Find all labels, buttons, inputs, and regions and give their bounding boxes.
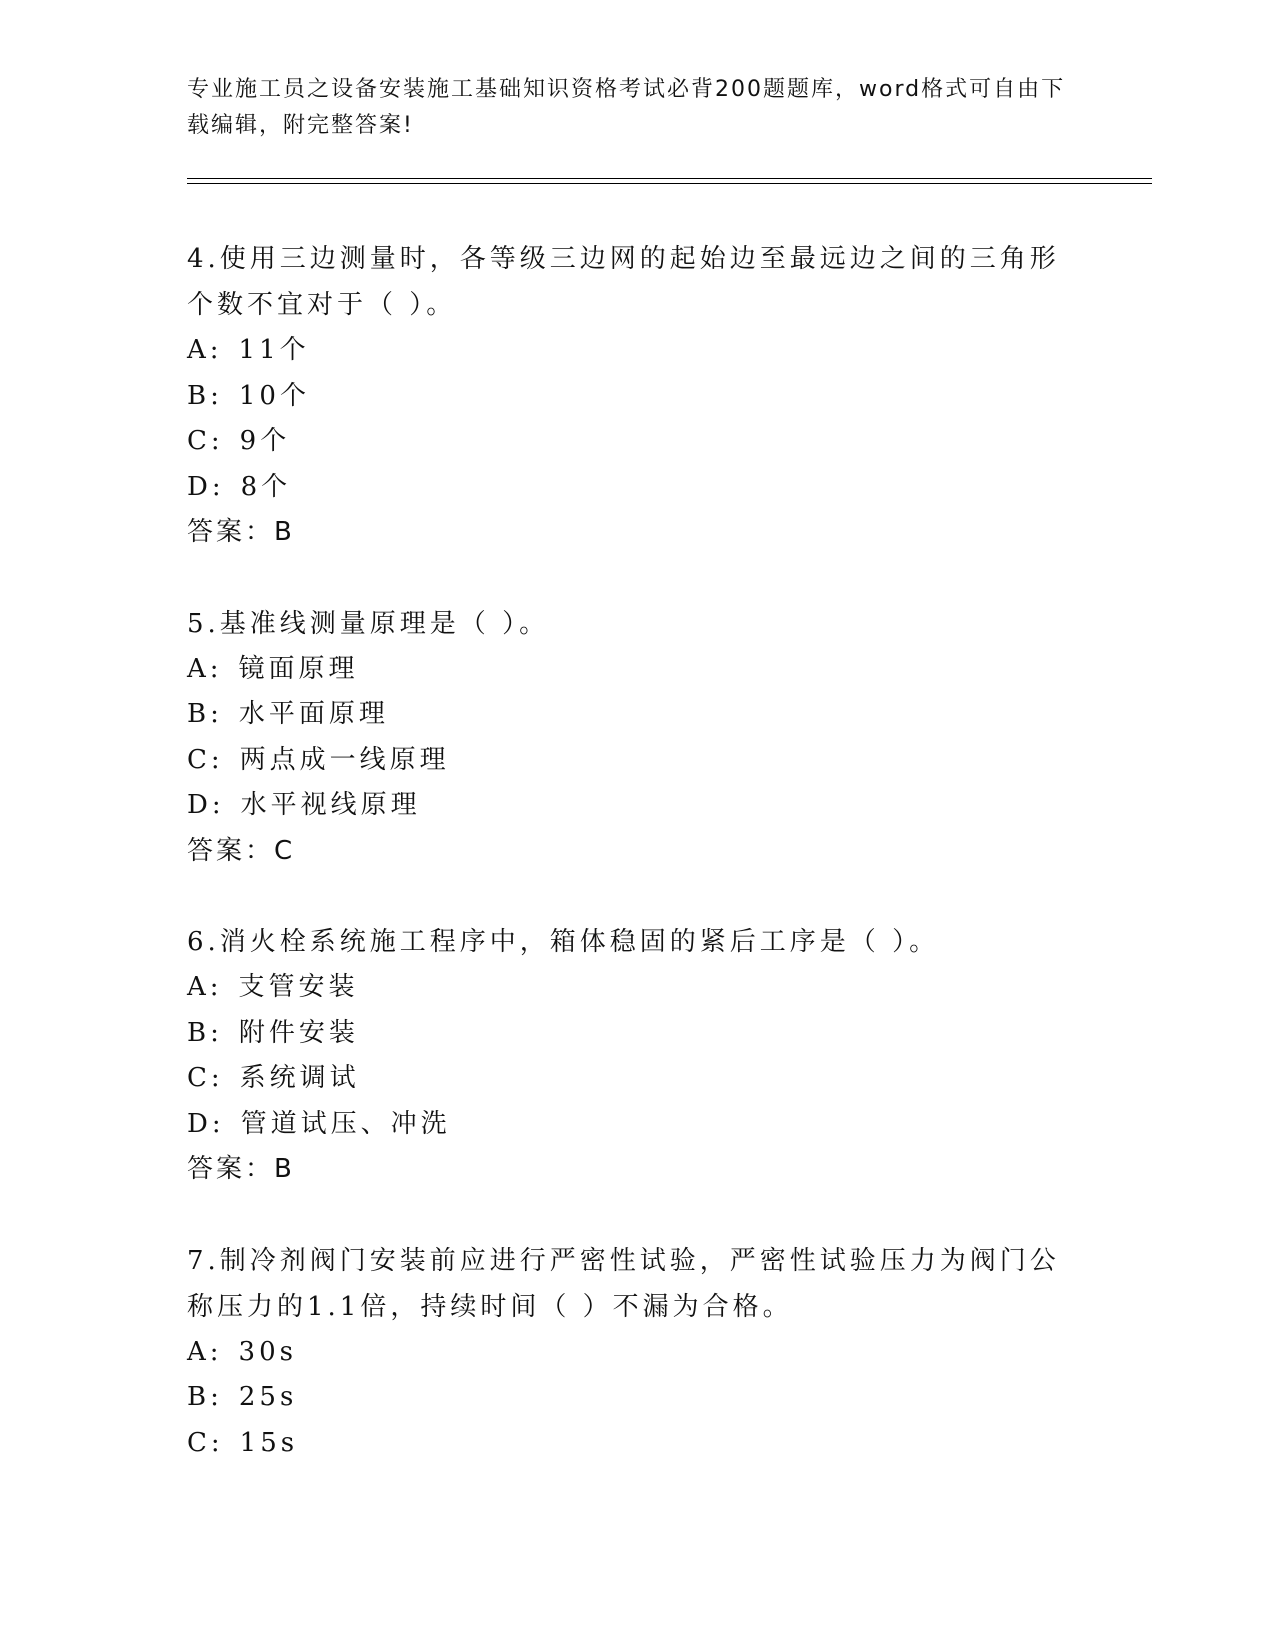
- option-b: [187, 692, 1067, 738]
- question-4: [187, 236, 1067, 556]
- question-text: 5.基准线测量原理是（ ）。: [187, 608, 550, 639]
- option-c: [187, 1421, 1067, 1467]
- option-a: [187, 328, 1067, 374]
- option-key: B:: [187, 1017, 223, 1048]
- option-text: 25s: [238, 1382, 298, 1412]
- question-text: 6.消火栓系统施工程序中，箱体稳固的紧后工序是（ ）。: [187, 927, 940, 957]
- option-text: 30s: [238, 1336, 297, 1367]
- option-key: C:: [187, 1063, 224, 1093]
- option-key: A:: [187, 335, 223, 365]
- option-c: [187, 419, 1067, 465]
- option-d: [187, 465, 1067, 511]
- option-text: 系统调试: [239, 1063, 360, 1093]
- option-text: 8个: [240, 471, 292, 502]
- option-key: C:: [187, 426, 224, 456]
- option-d: [187, 783, 1067, 829]
- option-key: C:: [187, 744, 224, 775]
- option-b: [187, 1375, 1067, 1421]
- option-text: 9个: [239, 426, 291, 456]
- option-text: 附件安装: [238, 1017, 359, 1048]
- option-text: 管道试压、冲洗: [240, 1108, 451, 1139]
- option-key: B:: [187, 380, 223, 411]
- answer-label: 答案：C: [187, 835, 296, 866]
- option-text: 镜面原理: [238, 653, 359, 684]
- option-b: [187, 374, 1067, 420]
- question-5: [187, 601, 1067, 875]
- question-7: [187, 1238, 1067, 1467]
- option-a: [187, 647, 1067, 693]
- option-text: 15s: [239, 1427, 299, 1458]
- option-text: 11个: [238, 335, 310, 365]
- question-text: 4.使用三边测量时，各等级三边网的起始边至最远边之间的三角形个数不宜对于（ ）。: [187, 244, 1060, 320]
- option-key: B:: [187, 699, 223, 729]
- option-d: [187, 1102, 1067, 1148]
- answer-label: 答案：B: [187, 517, 295, 547]
- option-text: 10个: [238, 380, 310, 411]
- option-key: B:: [187, 1382, 223, 1412]
- answer-label: 答案：B: [187, 1154, 295, 1184]
- question-list: [187, 236, 1067, 1511]
- option-text: 支管安装: [238, 972, 359, 1002]
- option-key: A:: [187, 972, 223, 1002]
- option-a: [187, 1330, 1067, 1376]
- option-b: [187, 1011, 1067, 1057]
- header-rule-bottom: [187, 183, 1152, 184]
- option-text: 两点成一线原理: [239, 744, 450, 775]
- question-6: [187, 919, 1067, 1193]
- option-c: [187, 738, 1067, 784]
- option-a: [187, 965, 1067, 1011]
- header-rule-top: [187, 178, 1152, 179]
- option-key: D:: [187, 790, 225, 820]
- option-key: A:: [187, 1336, 223, 1367]
- question-text: 7.制冷剂阀门安装前应进行严密性试验，严密性试验压力为阀门公称压力的1.1倍，持续时间（ ）不漏为合格。: [187, 1245, 1060, 1322]
- option-key: D:: [187, 471, 225, 502]
- option-c: [187, 1056, 1067, 1102]
- document-header: 专业施工员之设备安装施工基础知识资格考试必背200题题库，word格式可自由下载编辑，附完整答案!: [187, 77, 1066, 138]
- option-key: D:: [187, 1108, 225, 1139]
- option-text: 水平面原理: [238, 699, 389, 729]
- option-text: 水平视线原理: [240, 790, 421, 820]
- option-key: C:: [187, 1427, 224, 1458]
- option-key: A:: [187, 653, 223, 684]
